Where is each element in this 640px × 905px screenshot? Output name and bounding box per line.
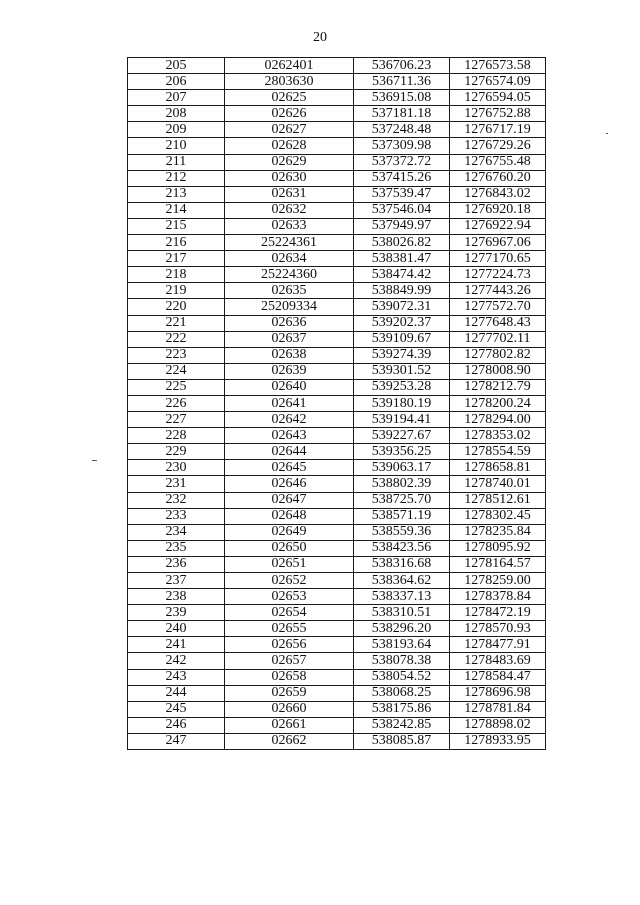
y-coordinate-cell: 1278353.02 — [450, 428, 546, 444]
point-number-cell: 214 — [128, 202, 225, 218]
point-id-cell: 02655 — [225, 621, 354, 637]
y-coordinate-cell: 1276717.19 — [450, 122, 546, 138]
x-coordinate-cell: 537539.47 — [354, 186, 450, 202]
table-row — [128, 460, 546, 476]
table-row — [128, 508, 546, 524]
table-row — [128, 331, 546, 347]
y-coordinate-cell: 1278235.84 — [450, 524, 546, 540]
x-coordinate-cell: 539194.41 — [354, 412, 450, 428]
table-row — [128, 653, 546, 669]
point-id-cell: 02641 — [225, 395, 354, 411]
point-number-cell: 221 — [128, 315, 225, 331]
y-coordinate-cell: 1278472.19 — [450, 605, 546, 621]
y-coordinate-cell: 1277802.82 — [450, 347, 546, 363]
point-id-cell: 02662 — [225, 733, 354, 749]
table-row — [128, 170, 546, 186]
y-coordinate-cell: 1278898.02 — [450, 717, 546, 733]
point-number-cell: 226 — [128, 395, 225, 411]
table-row — [128, 395, 546, 411]
y-coordinate-cell: 1278933.95 — [450, 733, 546, 749]
y-coordinate-cell: 1276573.58 — [450, 58, 546, 74]
point-id-cell: 02636 — [225, 315, 354, 331]
point-id-cell: 02643 — [225, 428, 354, 444]
x-coordinate-cell: 536915.08 — [354, 90, 450, 106]
table-row — [128, 605, 546, 621]
y-coordinate-cell: 1278302.45 — [450, 508, 546, 524]
x-coordinate-cell: 539253.28 — [354, 379, 450, 395]
table-row — [128, 251, 546, 267]
x-coordinate-cell: 538725.70 — [354, 492, 450, 508]
y-coordinate-cell: 1278740.01 — [450, 476, 546, 492]
point-number-cell: 234 — [128, 524, 225, 540]
table-row — [128, 637, 546, 653]
point-id-cell: 25224361 — [225, 235, 354, 251]
point-number-cell: 230 — [128, 460, 225, 476]
point-number-cell: 223 — [128, 347, 225, 363]
x-coordinate-cell: 539180.19 — [354, 395, 450, 411]
table-row — [128, 556, 546, 572]
y-coordinate-cell: 1278259.00 — [450, 573, 546, 589]
table-row — [128, 122, 546, 138]
point-id-cell: 02645 — [225, 460, 354, 476]
y-coordinate-cell: 1278781.84 — [450, 701, 546, 717]
x-coordinate-cell: 538068.25 — [354, 685, 450, 701]
x-coordinate-cell: 538381.47 — [354, 251, 450, 267]
point-number-cell: 245 — [128, 701, 225, 717]
y-coordinate-cell: 1278570.93 — [450, 621, 546, 637]
point-number-cell: 225 — [128, 379, 225, 395]
point-id-cell: 02639 — [225, 363, 354, 379]
x-coordinate-cell: 538802.39 — [354, 476, 450, 492]
table-row — [128, 701, 546, 717]
x-coordinate-cell: 537372.72 — [354, 154, 450, 170]
point-id-cell: 02649 — [225, 524, 354, 540]
point-number-cell: 219 — [128, 283, 225, 299]
point-id-cell: 02652 — [225, 573, 354, 589]
point-number-cell: 244 — [128, 685, 225, 701]
point-number-cell: 218 — [128, 267, 225, 283]
y-coordinate-cell: 1278008.90 — [450, 363, 546, 379]
table-row — [128, 379, 546, 395]
point-id-cell: 25209334 — [225, 299, 354, 315]
x-coordinate-cell: 538559.36 — [354, 524, 450, 540]
table-row — [128, 669, 546, 685]
x-coordinate-cell: 536711.36 — [354, 74, 450, 90]
point-id-cell: 02626 — [225, 106, 354, 122]
y-coordinate-cell: 1277443.26 — [450, 283, 546, 299]
y-coordinate-cell: 1276920.18 — [450, 202, 546, 218]
point-number-cell: 227 — [128, 412, 225, 428]
table-row — [128, 347, 546, 363]
x-coordinate-cell: 539227.67 — [354, 428, 450, 444]
table-row — [128, 524, 546, 540]
point-number-cell: 232 — [128, 492, 225, 508]
point-number-cell: 246 — [128, 717, 225, 733]
x-coordinate-cell: 537248.48 — [354, 122, 450, 138]
y-coordinate-cell: 1278212.79 — [450, 379, 546, 395]
y-coordinate-cell: 1276755.48 — [450, 154, 546, 170]
point-number-cell: 239 — [128, 605, 225, 621]
table-row — [128, 717, 546, 733]
point-id-cell: 02633 — [225, 218, 354, 234]
y-coordinate-cell: 1276760.20 — [450, 170, 546, 186]
x-coordinate-cell: 538242.85 — [354, 717, 450, 733]
y-coordinate-cell: 1276922.94 — [450, 218, 546, 234]
table-row — [128, 412, 546, 428]
x-coordinate-cell: 538423.56 — [354, 540, 450, 556]
point-number-cell: 231 — [128, 476, 225, 492]
point-number-cell: 229 — [128, 444, 225, 460]
y-coordinate-cell: 1278658.81 — [450, 460, 546, 476]
y-coordinate-cell: 1278696.98 — [450, 685, 546, 701]
point-id-cell: 02630 — [225, 170, 354, 186]
coordinates-table-body — [128, 58, 546, 750]
point-number-cell: 241 — [128, 637, 225, 653]
table-row — [128, 138, 546, 154]
point-id-cell: 02628 — [225, 138, 354, 154]
point-number-cell: 228 — [128, 428, 225, 444]
point-id-cell: 02632 — [225, 202, 354, 218]
y-coordinate-cell: 1276752.88 — [450, 106, 546, 122]
x-coordinate-cell: 538054.52 — [354, 669, 450, 685]
x-coordinate-cell: 537415.26 — [354, 170, 450, 186]
page-number: 20 — [313, 30, 327, 45]
point-number-cell: 236 — [128, 556, 225, 572]
x-coordinate-cell: 538337.13 — [354, 589, 450, 605]
x-coordinate-cell: 539202.37 — [354, 315, 450, 331]
point-number-cell: 212 — [128, 170, 225, 186]
point-number-cell: 210 — [128, 138, 225, 154]
coordinates-table — [127, 57, 546, 750]
x-coordinate-cell: 538175.86 — [354, 701, 450, 717]
y-coordinate-cell: 1276843.02 — [450, 186, 546, 202]
table-row — [128, 476, 546, 492]
table-row — [128, 218, 546, 234]
point-id-cell: 02646 — [225, 476, 354, 492]
y-coordinate-cell: 1276574.09 — [450, 74, 546, 90]
y-coordinate-cell: 1278200.24 — [450, 395, 546, 411]
y-coordinate-cell: 1277224.73 — [450, 267, 546, 283]
table-row — [128, 589, 546, 605]
point-id-cell: 02635 — [225, 283, 354, 299]
table-row — [128, 90, 546, 106]
table-row — [128, 74, 546, 90]
point-number-cell: 242 — [128, 653, 225, 669]
x-coordinate-cell: 539301.52 — [354, 363, 450, 379]
point-number-cell: 207 — [128, 90, 225, 106]
y-coordinate-cell: 1276594.05 — [450, 90, 546, 106]
point-number-cell: 215 — [128, 218, 225, 234]
x-coordinate-cell: 537546.04 — [354, 202, 450, 218]
point-id-cell: 02637 — [225, 331, 354, 347]
y-coordinate-cell: 1276967.06 — [450, 235, 546, 251]
table-row — [128, 315, 546, 331]
table-row — [128, 235, 546, 251]
y-coordinate-cell: 1277702.11 — [450, 331, 546, 347]
point-id-cell: 02651 — [225, 556, 354, 572]
point-number-cell: 205 — [128, 58, 225, 74]
point-number-cell: 206 — [128, 74, 225, 90]
point-number-cell: 208 — [128, 106, 225, 122]
y-coordinate-cell: 1278584.47 — [450, 669, 546, 685]
y-coordinate-cell: 1278378.84 — [450, 589, 546, 605]
table-row — [128, 540, 546, 556]
point-id-cell: 02659 — [225, 685, 354, 701]
point-number-cell: 238 — [128, 589, 225, 605]
table-row — [128, 733, 546, 749]
point-number-cell: 233 — [128, 508, 225, 524]
y-coordinate-cell: 1278483.69 — [450, 653, 546, 669]
table-row — [128, 363, 546, 379]
point-id-cell: 02629 — [225, 154, 354, 170]
point-number-cell: 247 — [128, 733, 225, 749]
point-id-cell: 02654 — [225, 605, 354, 621]
table-row — [128, 106, 546, 122]
point-number-cell: 222 — [128, 331, 225, 347]
point-id-cell: 02660 — [225, 701, 354, 717]
point-number-cell: 220 — [128, 299, 225, 315]
x-coordinate-cell: 538364.62 — [354, 573, 450, 589]
x-coordinate-cell: 538849.99 — [354, 283, 450, 299]
y-coordinate-cell: 1278095.92 — [450, 540, 546, 556]
point-id-cell: 02658 — [225, 669, 354, 685]
x-coordinate-cell: 538078.38 — [354, 653, 450, 669]
x-coordinate-cell: 538474.42 — [354, 267, 450, 283]
point-id-cell: 02661 — [225, 717, 354, 733]
scan-mark — [606, 133, 608, 134]
point-id-cell: 0262401 — [225, 58, 354, 74]
point-number-cell: 209 — [128, 122, 225, 138]
table-row — [128, 621, 546, 637]
point-id-cell: 02650 — [225, 540, 354, 556]
point-number-cell: 213 — [128, 186, 225, 202]
point-id-cell: 2803630 — [225, 74, 354, 90]
x-coordinate-cell: 537181.18 — [354, 106, 450, 122]
point-id-cell: 02634 — [225, 251, 354, 267]
y-coordinate-cell: 1277572.70 — [450, 299, 546, 315]
x-coordinate-cell: 539063.17 — [354, 460, 450, 476]
x-coordinate-cell: 539109.67 — [354, 331, 450, 347]
point-id-cell: 02647 — [225, 492, 354, 508]
y-coordinate-cell: 1278554.59 — [450, 444, 546, 460]
point-id-cell: 25224360 — [225, 267, 354, 283]
table-row — [128, 154, 546, 170]
x-coordinate-cell: 536706.23 — [354, 58, 450, 74]
point-number-cell: 211 — [128, 154, 225, 170]
point-id-cell: 02638 — [225, 347, 354, 363]
table-row — [128, 428, 546, 444]
y-coordinate-cell: 1278512.61 — [450, 492, 546, 508]
x-coordinate-cell: 538310.51 — [354, 605, 450, 621]
x-coordinate-cell: 538026.82 — [354, 235, 450, 251]
table-row — [128, 58, 546, 74]
table-row — [128, 267, 546, 283]
table-row — [128, 299, 546, 315]
scan-mark — [92, 460, 97, 461]
y-coordinate-cell: 1278477.91 — [450, 637, 546, 653]
point-number-cell: 224 — [128, 363, 225, 379]
x-coordinate-cell: 537309.98 — [354, 138, 450, 154]
point-id-cell: 02648 — [225, 508, 354, 524]
point-number-cell: 235 — [128, 540, 225, 556]
y-coordinate-cell: 1278164.57 — [450, 556, 546, 572]
table-row — [128, 186, 546, 202]
x-coordinate-cell: 539356.25 — [354, 444, 450, 460]
point-id-cell: 02640 — [225, 379, 354, 395]
point-number-cell: 243 — [128, 669, 225, 685]
x-coordinate-cell: 538571.19 — [354, 508, 450, 524]
x-coordinate-cell: 538193.64 — [354, 637, 450, 653]
point-id-cell: 02625 — [225, 90, 354, 106]
point-id-cell: 02627 — [225, 122, 354, 138]
table-row — [128, 202, 546, 218]
x-coordinate-cell: 538316.68 — [354, 556, 450, 572]
y-coordinate-cell: 1278294.00 — [450, 412, 546, 428]
x-coordinate-cell: 537949.97 — [354, 218, 450, 234]
table-row — [128, 492, 546, 508]
point-id-cell: 02631 — [225, 186, 354, 202]
table-row — [128, 573, 546, 589]
point-number-cell: 237 — [128, 573, 225, 589]
point-number-cell: 217 — [128, 251, 225, 267]
y-coordinate-cell: 1277170.65 — [450, 251, 546, 267]
table-row — [128, 685, 546, 701]
x-coordinate-cell: 538296.20 — [354, 621, 450, 637]
y-coordinate-cell: 1277648.43 — [450, 315, 546, 331]
point-id-cell: 02644 — [225, 444, 354, 460]
x-coordinate-cell: 539072.31 — [354, 299, 450, 315]
table-row — [128, 444, 546, 460]
table-row — [128, 283, 546, 299]
point-id-cell: 02656 — [225, 637, 354, 653]
y-coordinate-cell: 1276729.26 — [450, 138, 546, 154]
x-coordinate-cell: 539274.39 — [354, 347, 450, 363]
point-id-cell: 02657 — [225, 653, 354, 669]
x-coordinate-cell: 538085.87 — [354, 733, 450, 749]
point-number-cell: 240 — [128, 621, 225, 637]
point-number-cell: 216 — [128, 235, 225, 251]
point-id-cell: 02642 — [225, 412, 354, 428]
point-id-cell: 02653 — [225, 589, 354, 605]
